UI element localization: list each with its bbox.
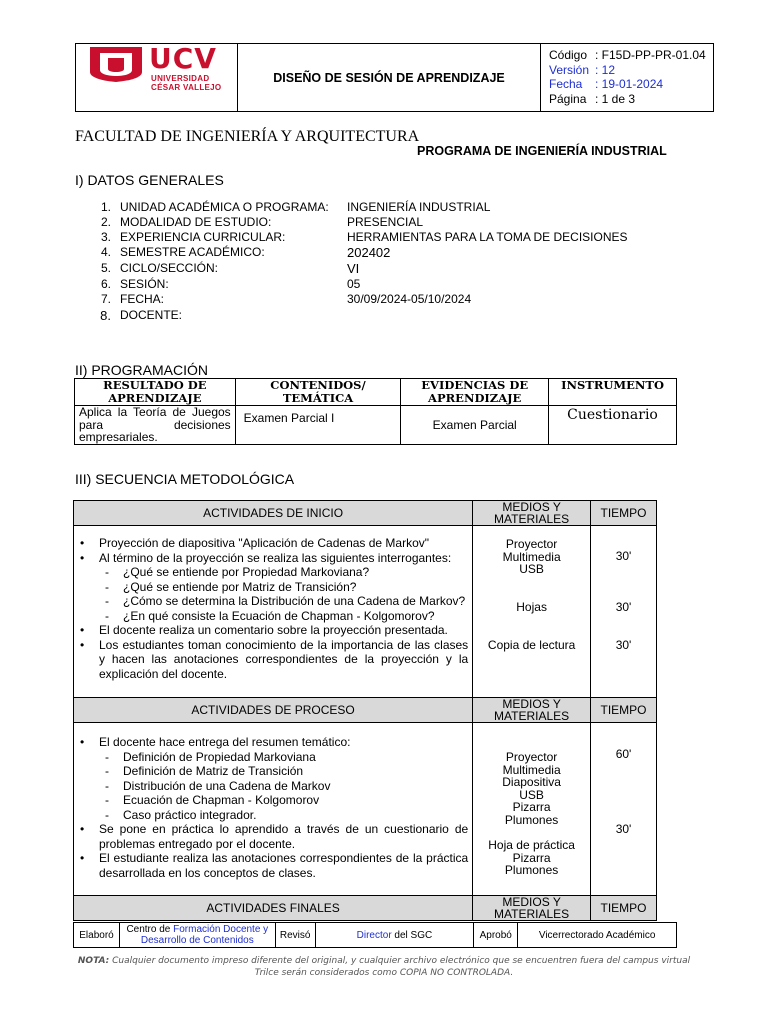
reviso-value: Director del SGC [315, 923, 474, 948]
medio-item: Proyector [505, 750, 558, 764]
facultad-title: FACULTAD DE INGENIERÍA Y ARQUITECTURA [75, 128, 420, 145]
datos-generales-title: I) DATOS GENERALES [75, 172, 224, 188]
tiempo-item: 30' [615, 638, 632, 652]
meta-codigo: Código : F15D-PP-PR-01.04 [549, 48, 706, 62]
datos-generales-list [95, 200, 695, 324]
secuencia-table [73, 500, 657, 921]
tiempo-item: 30' [615, 600, 632, 614]
approval-footer [73, 922, 677, 948]
ucv-logo [76, 44, 238, 111]
datos-item: 7. FECHA: 30/09/2024-05/10/2024 [100, 292, 472, 306]
instrumento-cell: Cuestionario [549, 406, 677, 445]
tiempo-item: 60' [615, 747, 632, 761]
medio-item: Multimedia [502, 549, 561, 564]
document-header [75, 43, 714, 112]
tiempo-item: 30' [615, 822, 632, 836]
datos-item: 8. DOCENTE: [100, 308, 183, 323]
datos-item: 2. MODALIDAD DE ESTUDIO: PRESENCIAL [100, 215, 424, 229]
medio-item: Hoja de práctica [488, 838, 575, 852]
logo-brand: UCV [149, 42, 217, 75]
medios-header: MEDIOS Y MATERIALES [473, 501, 591, 526]
datos-item: 4. SEMESTRE ACADÉMICO: 202402 [100, 245, 391, 260]
medio-item: Plumones [504, 812, 559, 827]
medio-item: Copia de lectura [487, 638, 576, 652]
document-meta [541, 44, 713, 111]
evidencias-cell: Examen Parcial [401, 406, 549, 445]
logo-line2: CÉSAR VALLEJO [151, 83, 222, 92]
footer-note: NOTA: Cualquier documento impreso diferente del original, y cualquier archivo electrónico que se encuentren fuera del campus virtual Trilce serán considerados como COPIA NO CONTROLADA. [77, 956, 691, 978]
datos-item: 5. CICLO/SECCIÓN: VI [100, 261, 360, 276]
proceso-header: ACTIVIDADES DE PROCESO [74, 698, 473, 723]
meta-version: Versión : 12 [549, 62, 616, 77]
list-item: - ¿Cómo se determina la Distribución de una Cadena de Markov? [80, 594, 468, 609]
col-contenidos: CONTENIDOS/ TEMÁTICA [235, 379, 401, 406]
programacion-table [74, 378, 677, 445]
col-evidencias: EVIDENCIAS DE APRENDIZAJE [401, 379, 549, 406]
programa-title: PROGRAMA DE INGENIERÍA INDUSTRIAL [417, 144, 667, 158]
medio-item: Multimedia [502, 762, 561, 777]
datos-item: 3. EXPERIENCIA CURRICULAR: HERRAMIENTAS PARA LA TOMA DE DECISIONES [100, 230, 628, 244]
datos-item: 1. UNIDAD ACADÉMICA O PROGRAMA: INGENIERÍA INDUSTRIAL [100, 200, 491, 214]
list-item: - ¿En qué consiste la Ecuación de Chapman - Kolgomorov? [80, 609, 468, 624]
medio-item: Pizarra [512, 850, 551, 865]
reviso-label: Revisó [275, 923, 315, 948]
list-item: • El docente hace entrega del resumen temático: [80, 735, 468, 750]
medios-header: MEDIOS Y MATERIALES [473, 698, 591, 723]
tiempo-header: TIEMPO [591, 896, 657, 921]
secuencia-title: III) SECUENCIA METODOLÓGICA [75, 471, 295, 487]
list-item: - Definición de Matriz de Transición [80, 764, 468, 779]
list-item: • Se pone en práctica lo aprendido a través de un cuestionario de problemas entregado por el docente. [80, 822, 468, 851]
list-item: - Distribución de una Cadena de Markov [80, 779, 468, 794]
contenidos-cell: Examen Parcial I [235, 406, 401, 445]
programacion-title: II) PROGRAMACIÓN [75, 362, 209, 378]
col-resultado: RESULTADO DE APRENDIZAJE [75, 379, 236, 406]
inicio-medios [473, 526, 591, 698]
list-item: - Ecuación de Chapman - Kolgomorov [80, 793, 468, 808]
list-item: • Proyección de diapositiva "Aplicación de Cadenas de Markov" [80, 536, 468, 551]
meta-pagina: Página : 1 de 3 [549, 91, 636, 106]
resultado-cell: Aplica la Teoría de Juegos para decisiones empresariales. [75, 406, 236, 445]
list-item: - ¿Qué se entiende por Matriz de Transición? [80, 580, 468, 595]
medio-item: USB [519, 787, 544, 802]
meta-fecha: Fecha : 19-01-2024 [549, 77, 664, 91]
col-instrumento: INSTRUMENTO [549, 379, 677, 406]
tiempo-header: TIEMPO [591, 501, 657, 526]
list-item: • El estudiante realiza las anotaciones correspondientes de la práctica desarrollada en los conceptos de clases. [80, 851, 468, 880]
tiempo-item: 30' [615, 549, 632, 563]
list-item: - Definición de Propiedad Markoviana [80, 750, 468, 765]
proceso-tiempos [591, 723, 657, 896]
medio-item: Diapositiva [502, 775, 561, 789]
finales-header: ACTIVIDADES FINALES [74, 896, 473, 921]
medios-header: MEDIOS Y MATERIALES [473, 896, 591, 921]
aprobo-label: Aprobó [474, 923, 518, 948]
inicio-header: ACTIVIDADES DE INICIO [74, 501, 473, 526]
proceso-medios [473, 723, 591, 896]
document-title: DISEÑO DE SESIÓN DE APRENDIZAJE [238, 44, 541, 111]
medio-item: Proyector [505, 537, 558, 551]
aprobo-value: Vicerrectorado Académico [518, 923, 677, 948]
medio-item: Plumones [504, 863, 559, 877]
proceso-activities [74, 723, 473, 896]
list-item: • Al término de la proyección se realiza las siguientes interrogantes: [80, 551, 468, 566]
datos-item: 6. SESIÓN: 05 [100, 277, 361, 291]
tiempo-header: TIEMPO [591, 698, 657, 723]
list-item: • Los estudiantes toman conocimiento de la importancia de las clases y hacen las anotaciones correspondientes de la proyección y la explicación del docente. [80, 638, 468, 682]
medio-item: Pizarra [512, 800, 551, 814]
medio-item: USB [519, 562, 544, 576]
list-item: - ¿Qué se entiende por Propiedad Markoviana? [80, 565, 468, 580]
list-item: • El docente realiza un comentario sobre la proyección presentada. [80, 623, 468, 638]
inicio-tiempos [591, 526, 657, 698]
inicio-activities [74, 526, 473, 698]
elaboro-label: Elaboró [74, 923, 120, 948]
elaboro-value: Centro de Formación Docente y Desarrollo de Contenidos [119, 923, 275, 948]
medio-item: Hojas [516, 599, 547, 614]
logo-line1: UNIVERSIDAD [151, 74, 210, 83]
list-item: - Caso práctico integrador. [80, 808, 468, 823]
